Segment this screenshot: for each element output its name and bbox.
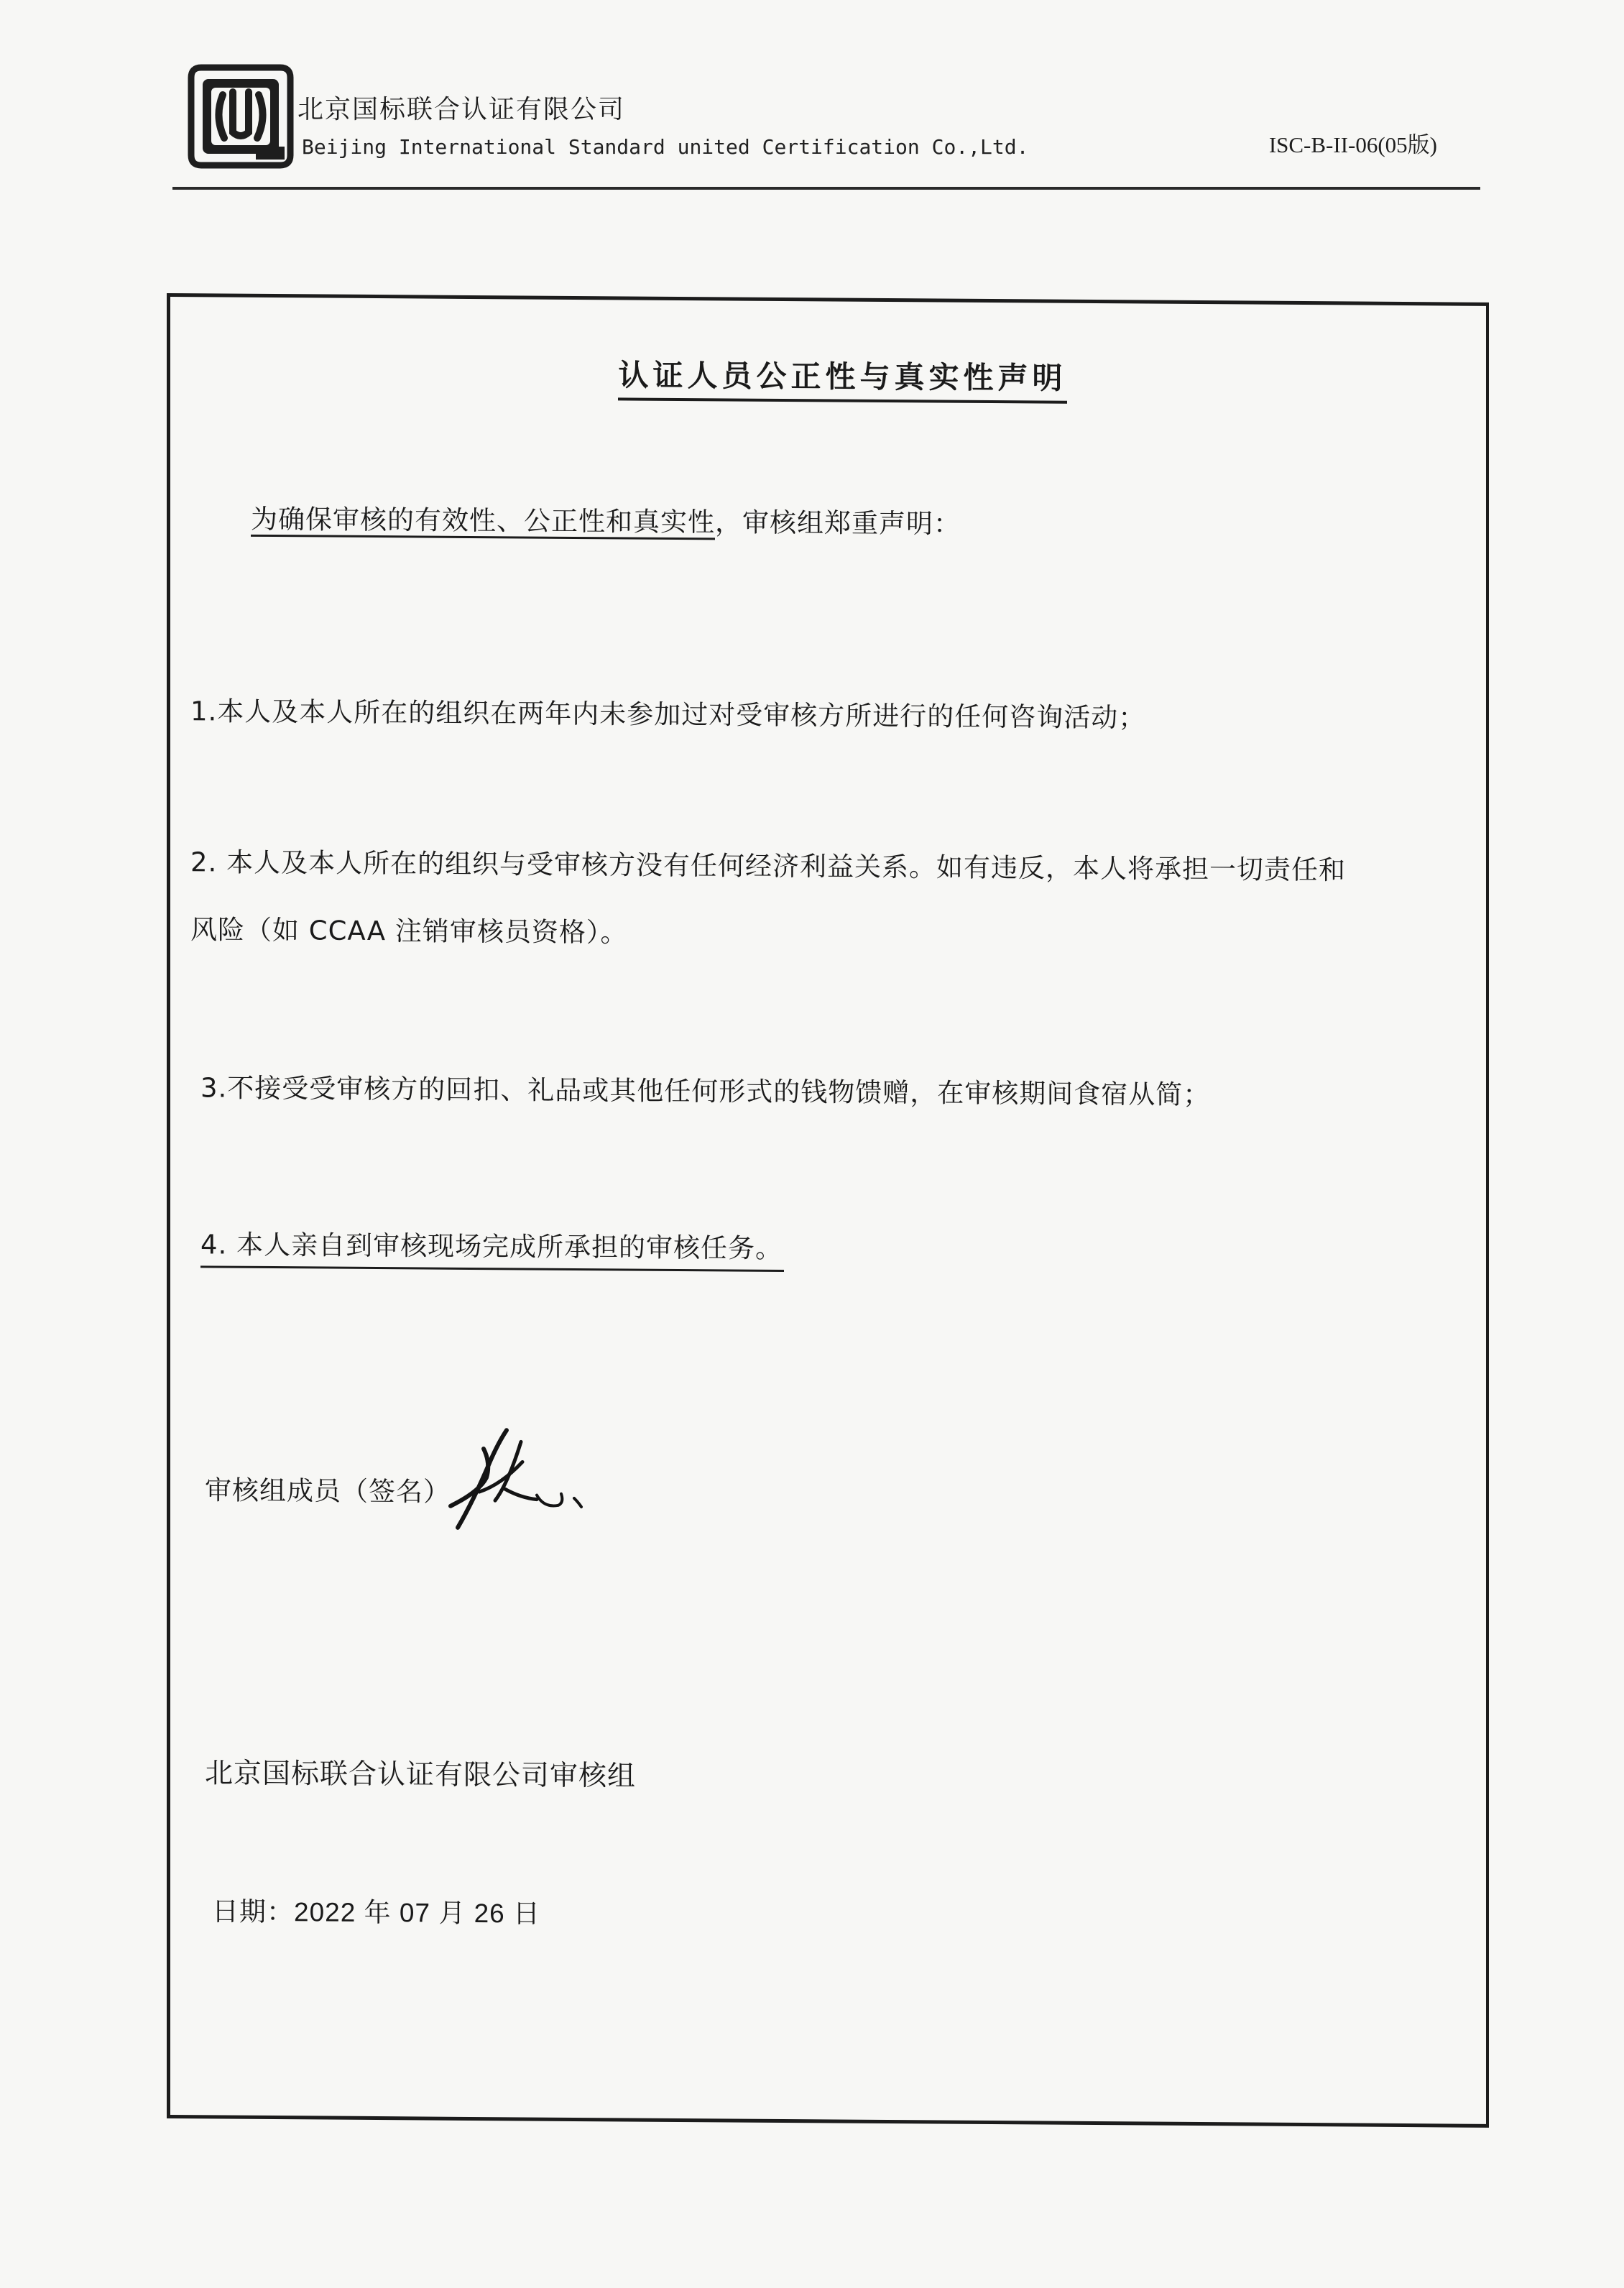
declaration-item-4: 4. 本人亲自到审核现场完成所承担的审核任务。 <box>200 1224 784 1272</box>
date-line <box>212 1891 540 1934</box>
date-day-unit: 日 <box>513 1898 541 1929</box>
date-month: 07 <box>399 1898 431 1928</box>
intro-underlined-text: 为确保审核的有效性、公正性和真实性 <box>251 504 715 540</box>
declaration-item-1: 1.本人及本人所在的组织在两年内未参加过对受审核方所进行的任何咨询活动； <box>190 696 1146 734</box>
document-title <box>170 349 1486 407</box>
company-name-cn: 北京国标联合认证有限公司 <box>297 95 626 124</box>
declaration-item-2-continued: 风险（如 CCAA 注销审核员资格）。 <box>190 914 628 949</box>
signature-label: 审核组成员（签名） <box>205 1475 451 1508</box>
intro-rest-text: ，审核组郑重声明： <box>715 507 961 540</box>
header-divider <box>172 187 1480 190</box>
company-name-en: Beijing International Standard united Certification Co.,Ltd. <box>302 135 1029 159</box>
declaration-item-2: 2. 本人及本人所在的组织与受审核方没有任何经济利益关系。如有违反，本人将承担一切责任和 <box>190 847 1347 886</box>
audit-group-name: 北京国标联合认证有限公司审核组 <box>205 1757 637 1793</box>
date-year-unit: 年 <box>364 1896 392 1929</box>
handwritten-signature <box>436 1420 594 1544</box>
declaration-item-3: 3.不接受受审核方的回扣、礼品或其他任何形式的钱物馈赠，在审核期间食宿从简； <box>200 1072 1211 1111</box>
date-year: 2022 <box>294 1897 356 1927</box>
letterhead <box>172 60 1480 190</box>
form-code: ISC-B-II-06(05版) <box>1268 132 1437 157</box>
title-text: 认证人员公正性与真实性声明 <box>618 351 1066 403</box>
company-logo-icon <box>187 63 295 170</box>
declaration-frame <box>167 293 1489 2128</box>
date-month-unit: 月 <box>438 1897 466 1929</box>
date-day: 26 <box>474 1898 505 1929</box>
date-label: 日期： <box>212 1896 294 1928</box>
intro-paragraph <box>251 499 961 545</box>
